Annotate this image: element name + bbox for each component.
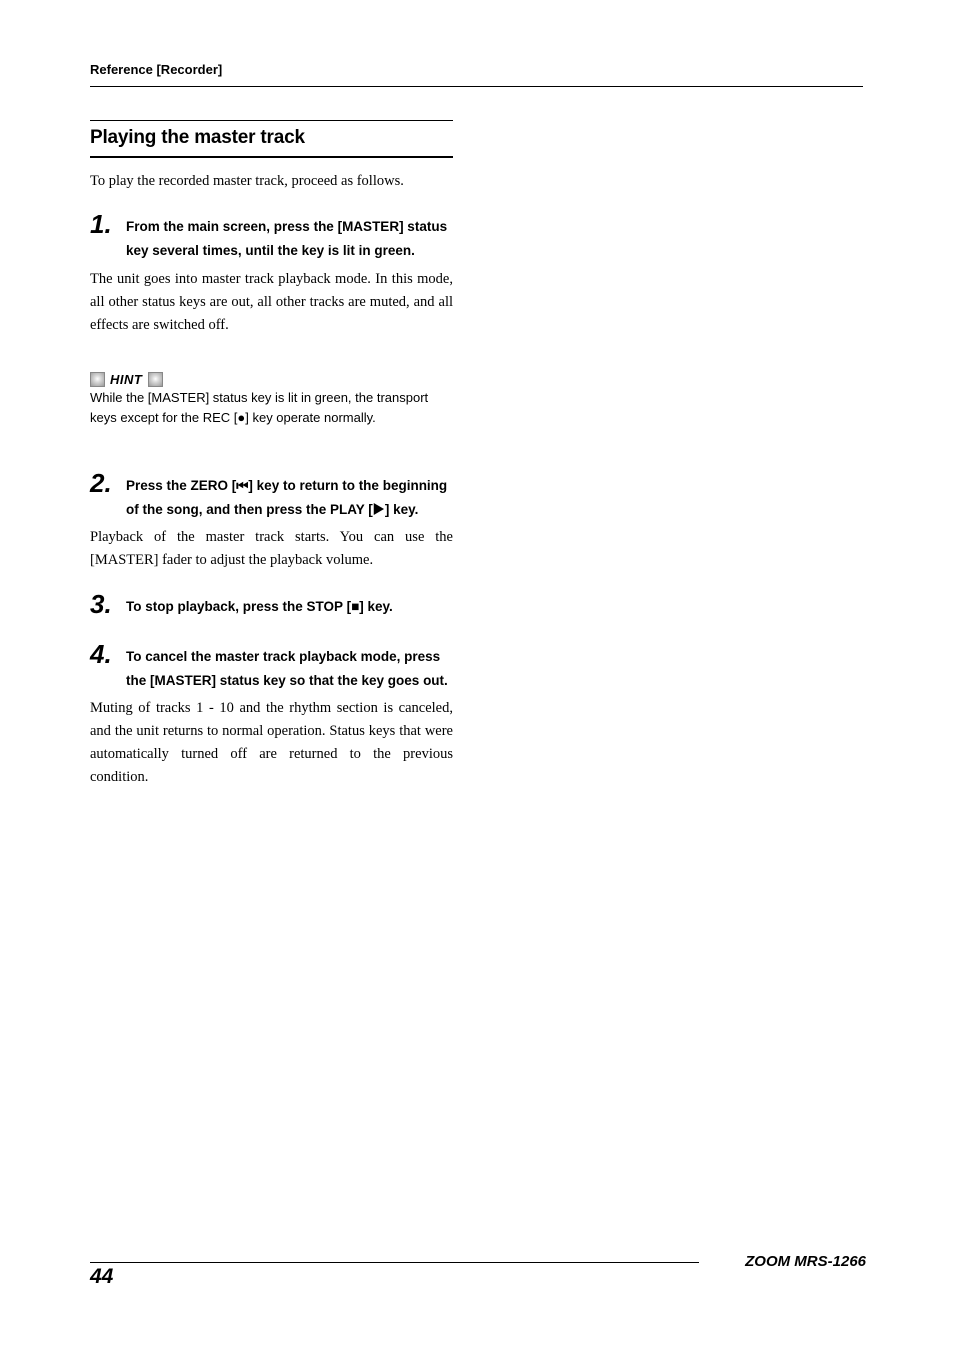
footer-divider (90, 1262, 699, 1263)
step-number: 3. (90, 589, 112, 619)
step-instruction: Press the ZERO [⏮] key to return to the beginning of the song, and then press the PLAY [▶] key. (126, 478, 448, 517)
step-4 (90, 639, 453, 693)
step-2-explanation: Playback of the master track starts. You can use the [MASTER] fader to adjust the playback volume. (90, 529, 453, 568)
step-instruction: To stop playback, press the STOP [■] key. (126, 599, 393, 614)
section-intro: To play the recorded master track, proceed as follows. (90, 173, 404, 189)
step-2 (90, 468, 453, 522)
step-number: 1. (90, 209, 112, 239)
section-title-box (90, 120, 453, 158)
hint-text: While the [MASTER] status key is lit in green, the transport keys except for the REC [●] key operate normally. (90, 390, 429, 425)
step-instruction: From the main screen, press the [MASTER] status key several times, until the key is lit in green. (126, 219, 448, 258)
hint-heading (90, 370, 163, 388)
hint-right-icon (148, 372, 163, 387)
section-title: Playing the master track (90, 127, 305, 148)
header-divider (90, 86, 863, 87)
running-header: Reference [Recorder] (90, 62, 223, 77)
step-number: 2. (90, 468, 112, 498)
product-name: ZOOM MRS-1266 (745, 1253, 866, 1270)
step-instruction: To cancel the master track playback mode, press the [MASTER] status key so that the key goes out. (126, 649, 448, 688)
page-number: 44 (90, 1265, 114, 1288)
step-1 (90, 209, 453, 263)
step-3 (90, 589, 453, 619)
hint-label: HINT (110, 371, 143, 387)
hint-left-icon (90, 372, 105, 387)
step-number: 4. (90, 639, 112, 669)
step-1-explanation: The unit goes into master track playback mode. In this mode, all other status keys are out, all other tracks are muted, and all effects are switched off. (90, 271, 453, 333)
step-4-explanation: Muting of tracks 1 - 10 and the rhythm section is canceled, and the unit returns to normal operation. Status keys that were automatically turned off are returned to the previous condition. (90, 700, 453, 785)
